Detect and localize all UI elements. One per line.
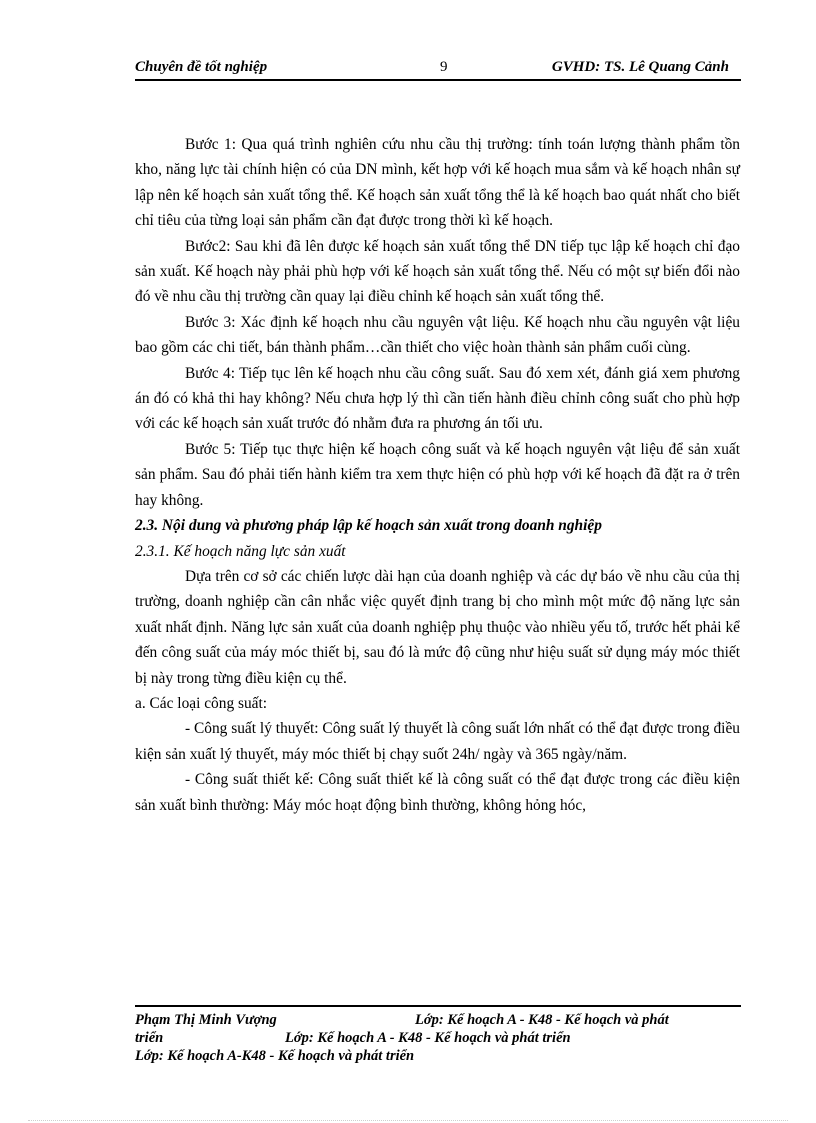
- footer-author: Phạm Thị Minh Vượng: [135, 1012, 277, 1028]
- subsection-heading-2-3-1: 2.3.1. Kế hoạch năng lực sản xuất: [135, 542, 346, 560]
- footer-class-1: Lớp: Kế hoạch A - K48 - Kế hoạch và phát: [415, 1012, 669, 1028]
- footer-class-3: Lớp: Kế hoạch A-K48 - Kế hoạch và phát triển: [135, 1048, 415, 1064]
- footer-wrap-text: triển: [135, 1030, 164, 1046]
- section-heading-2-3: 2.3. Nội dung và phương pháp lập kế hoạch sản xuất trong doanh nghiệp: [135, 517, 602, 535]
- paragraph-step-3: Bước 3: Xác định kế hoạch nhu cầu nguyên vật liệu. Kế hoạch nhu cầu nguyên vật liệu bao gồm các chi tiết, bán thành phẩm…cần thiết cho việc hoàn thành sản phẩm cuối cùng.: [135, 313, 740, 357]
- bottom-dotted-border: [28, 1120, 788, 1121]
- document-body: [135, 132, 740, 818]
- footer-class-2: Lớp: Kế hoạch A - K48 - Kế hoạch và phát triển: [285, 1030, 571, 1046]
- paragraph-step-5: Bước 5: Tiếp tục thực hiện kế hoạch công suất và kế hoạch nguyên vật liệu để sản xuất sản phẩm. Sau đó phải tiến hành kiểm tra xem thực hiện có phù hợp với kế hoạch đã đặt ra ở trên hay không.: [135, 440, 740, 509]
- paragraph-step-2: Bước2: Sau khi đã lên được kế hoạch sản xuất tổng thể DN tiếp tục lập kế hoạch chỉ đạo sản xuất. Kế hoạch này phải phù hợp với kế hoạch sản xuất tổng thể. Nếu có một sự biến đổi nào đó về nhu cầu thị trường cần quay lại điều chỉnh kế hoạch sản xuất tổng thể.: [135, 237, 740, 306]
- header-title: Chuyên đề tốt nghiệp: [135, 59, 268, 75]
- paragraph-step-4: Bước 4: Tiếp tục lên kế hoạch nhu cầu công suất. Sau đó xem xét, đánh giá xem phương án đó có khả thi hay không? Nếu chưa hợp lý thì cần tiến hành điều chỉnh công suất cho phù hợp với các kế hoạch sản xuất trước đó nhằm đưa ra phương án tối ưu.: [135, 364, 740, 433]
- paragraph-theoretical-capacity: - Công suất lý thuyết: Công suất lý thuyết là công suất lớn nhất có thể đạt được trong điều kiện sản xuất lý thuyết, máy móc thiết bị chạy suốt 24h/ ngày và 365 ngày/năm.: [135, 720, 740, 763]
- header-supervisor: GVHD: TS. Lê Quang Cảnh: [551, 59, 729, 75]
- page-footer: [135, 1011, 741, 1065]
- paragraph-step-1: Bước 1: Qua quá trình nghiên cứu nhu cầu thị trường: tính toán lượng thành phẩm tồn kho, năng lực tài chính hiện có của DN mình, kết hợp với kế hoạch mua sắm và kế hoạch nhân sự lập nên kế hoạch sản xuất tổng thể. Kế hoạch sản xuất tổng thể là kế hoạch bao quát nhất cho biết chỉ tiêu của từng loại sản phẩm cần đạt được trong thời kì kế hoạch.: [135, 136, 740, 230]
- paragraph-capacity-intro: Dựa trên cơ sở các chiến lược dài hạn của doanh nghiệp và các dự báo về nhu cầu của thị trường, doanh nghiệp cần cân nhắc việc quyết định trang bị cho mình một mức độ năng lực sản xuất nhất định. Năng lực sản xuất của doanh nghiệp phụ thuộc vào nhiều yếu tố, trước hết phải kể đến công suất của máy móc thiết bị, sau đó là mức độ cũng như hiệu suất sử dụng máy móc thiết bị này trong từng điều kiện cụ thể.: [135, 567, 740, 687]
- footer-divider: [135, 1005, 741, 1007]
- paragraph-design-capacity: - Công suất thiết kế: Công suất thiết kế là công suất có thể đạt được trong các điều kiện sản xuất bình thường: Máy móc hoạt động bình thường, không hỏng hóc,: [135, 771, 740, 814]
- page-header: [135, 57, 741, 81]
- list-heading-capacity-types: a. Các loại công suất:: [135, 694, 268, 712]
- page-number: 9: [440, 59, 448, 75]
